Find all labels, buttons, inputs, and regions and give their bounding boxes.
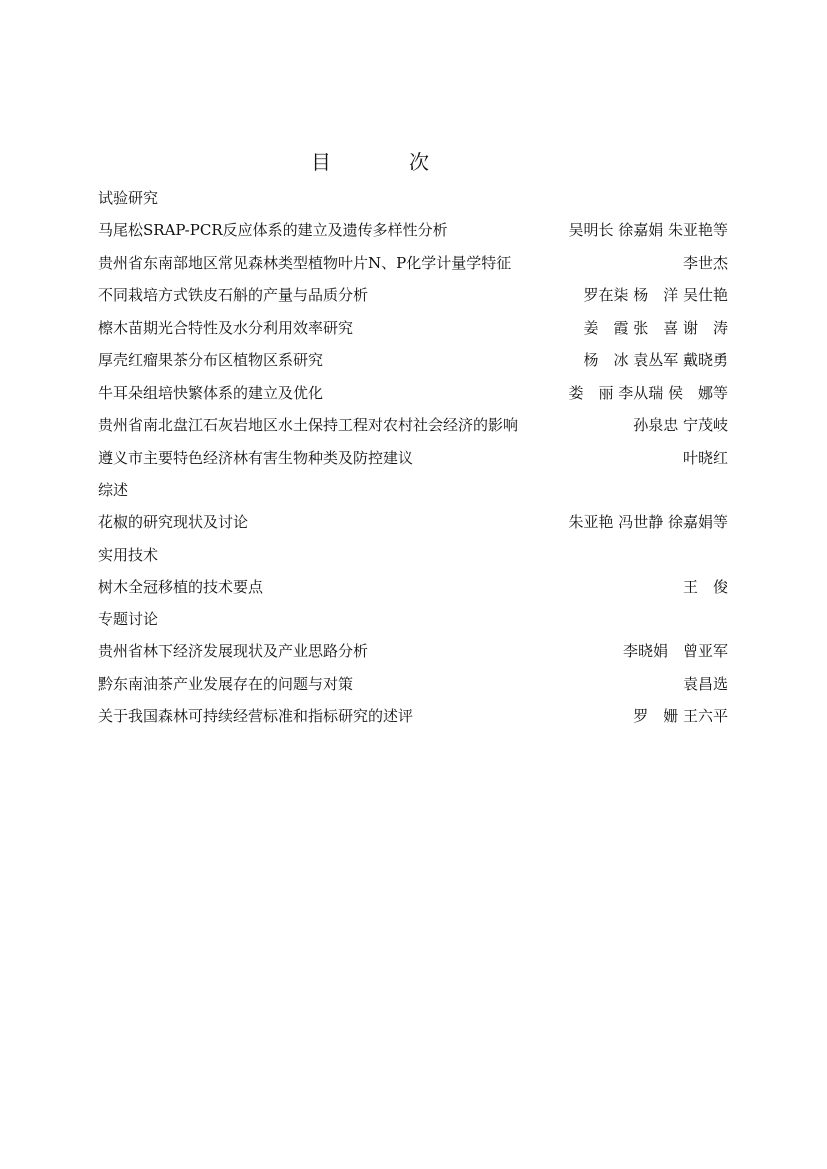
entry-authors: 朱亚艳 冯世静 徐嘉娟等 (568, 513, 728, 531)
page-title-right: 次 (409, 150, 429, 174)
entry-title: 贵州省林下经济发展现状及产业思路分析 (98, 642, 369, 660)
entry-authors: 王 俊 (682, 577, 728, 596)
toc-entry (98, 577, 728, 598)
toc-entry (98, 674, 728, 695)
section-heading-review: 综述 (98, 481, 129, 499)
entry-title: 马尾松SRAP-PCR反应体系的建立及遗传多样性分析 (98, 221, 448, 239)
section-heading-experimental-research: 试验研究 (98, 189, 159, 207)
entry-title: 贵州省东南部地区常见森林类型植物叶片N、P化学计量学特征 (98, 253, 512, 272)
entry-title: 厚壳红瘤果茶分布区植物区系研究 (98, 351, 324, 369)
entry-title: 不同栽培方式铁皮石斛的产量与品质分析 (98, 286, 369, 304)
toc-entry (98, 706, 728, 727)
toc-entry (98, 220, 728, 241)
toc-entry (98, 285, 728, 306)
entry-authors: 孙泉忠 宁茂岐 (633, 416, 728, 434)
toc-entry (98, 448, 728, 469)
toc-entry (98, 415, 728, 436)
entry-title: 檫木苗期光合特性及水分利用效率研究 (98, 318, 354, 337)
entry-authors: 罗 姗 王六平 (633, 707, 728, 725)
entry-title: 黔东南油茶产业发展存在的问题与对策 (98, 674, 354, 693)
toc-entry (98, 350, 728, 371)
toc-entry (98, 253, 728, 274)
entry-title: 遵义市主要特色经济林有害生物种类及防控建议 (98, 448, 414, 467)
entry-title: 牛耳朵组培快繁体系的建立及优化 (98, 383, 324, 402)
entry-authors: 吴明长 徐嘉娟 朱亚艳等 (568, 221, 728, 239)
entry-title: 贵州省南北盘江石灰岩地区水土保持工程对农村社会经济的影响 (98, 416, 519, 434)
entry-title: 关于我国森林可持续经营标准和指标研究的述评 (98, 707, 414, 725)
entry-authors: 叶晓红 (682, 448, 728, 467)
entry-authors: 姜 霞 张 喜 谢 涛 (583, 318, 728, 337)
entry-authors: 杨 冰 袁丛军 戴晓勇 (583, 351, 728, 369)
toc-entry (98, 383, 728, 404)
entry-title: 树木全冠移植的技术要点 (98, 577, 264, 596)
entry-title: 花椒的研究现状及讨论 (98, 513, 249, 531)
toc-entry (98, 512, 728, 533)
page-title-left: 目 (311, 150, 331, 174)
entry-authors: 李晓娟 曾亚军 (622, 642, 728, 660)
section-heading-special-discussion: 专题讨论 (98, 610, 159, 628)
table-of-contents (98, 188, 728, 739)
toc-entry (98, 641, 728, 662)
entry-authors: 娄 丽 李从瑞 侯 娜等 (568, 383, 728, 402)
section-heading-practical-technology: 实用技术 (98, 545, 159, 564)
entry-authors: 袁昌选 (682, 674, 728, 693)
toc-entry (98, 318, 728, 339)
entry-authors: 罗在柒 杨 洋 吴仕艳 (583, 286, 728, 304)
entry-authors: 李世杰 (682, 253, 728, 272)
page-title (0, 146, 740, 175)
